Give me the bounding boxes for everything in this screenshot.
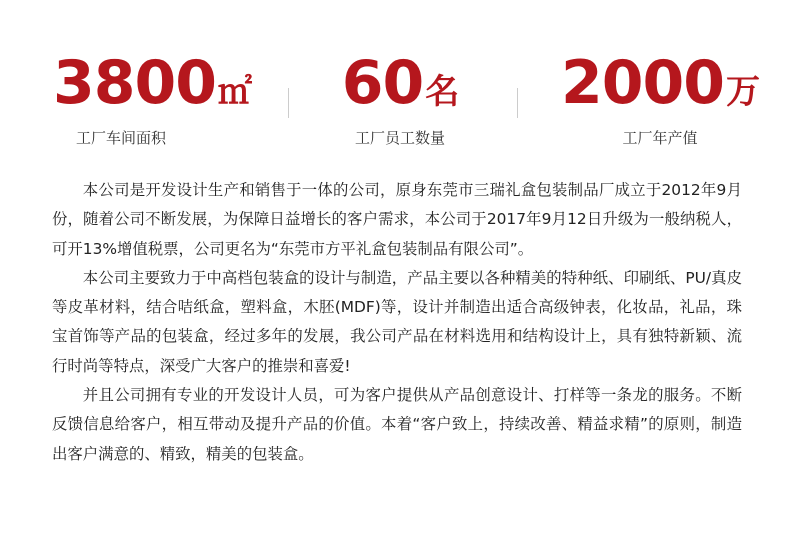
stat-unit: 万 <box>726 72 759 112</box>
stat-label: 工厂员工数量 <box>354 129 445 147</box>
paragraph-products: 本公司主要致力于中高档包装盒的设计与制造，产品主要以各种精美的特种纸、印刷纸、PU/真皮等皮革材料，结合咭纸盒，塑料盒，木胚(MDF)等，设计并制造出适合高级钟表，化妆品，礼品，珠宝首饰等产品的包装盒，经过多年的发展，我公司产品在材料选用和结构设计上，具有独特新颖、流行时尚等特点，深受广大客户的推崇和喜爱! <box>52 268 742 375</box>
company-description <box>52 176 742 469</box>
stat-unit: ㎡ <box>218 72 251 112</box>
stat-employee-count <box>330 48 470 149</box>
stats-row <box>0 0 790 160</box>
stat-factory-area <box>52 48 252 149</box>
stat-value: 3800㎡ <box>53 48 251 118</box>
paragraph-services: 并且公司拥有专业的开发设计人员，可为客户提供从产品创意设计、打样等一条龙的服务。不断反馈信息给客户，相互带动及提升产品的价值。本着“客户致上，持续改善、精益求精”的原则，制造出客户满意的、精致，精美的包装盒。 <box>52 386 742 463</box>
divider <box>288 88 289 118</box>
stat-value: 2000万 <box>561 48 759 118</box>
paragraph-intro: 本公司是开发设计生产和销售于一体的公司，原身东莞市三瑞礼盒包装制品厂成立于2012年9月份，随着公司不断发展，为保障日益增长的客户需求，本公司于2017年9月12日升级为一般纳税人，可开13%增值税票，公司更名为“东莞市方平礼盒包装制品有限公司”。 <box>52 181 742 258</box>
stat-annual-output <box>560 48 760 149</box>
stat-label: 工厂车间面积 <box>76 129 167 147</box>
divider <box>517 88 518 118</box>
stat-unit: 名 <box>425 72 459 112</box>
stat-label: 工厂年产值 <box>622 129 698 147</box>
stat-value: 60名 <box>341 48 459 118</box>
